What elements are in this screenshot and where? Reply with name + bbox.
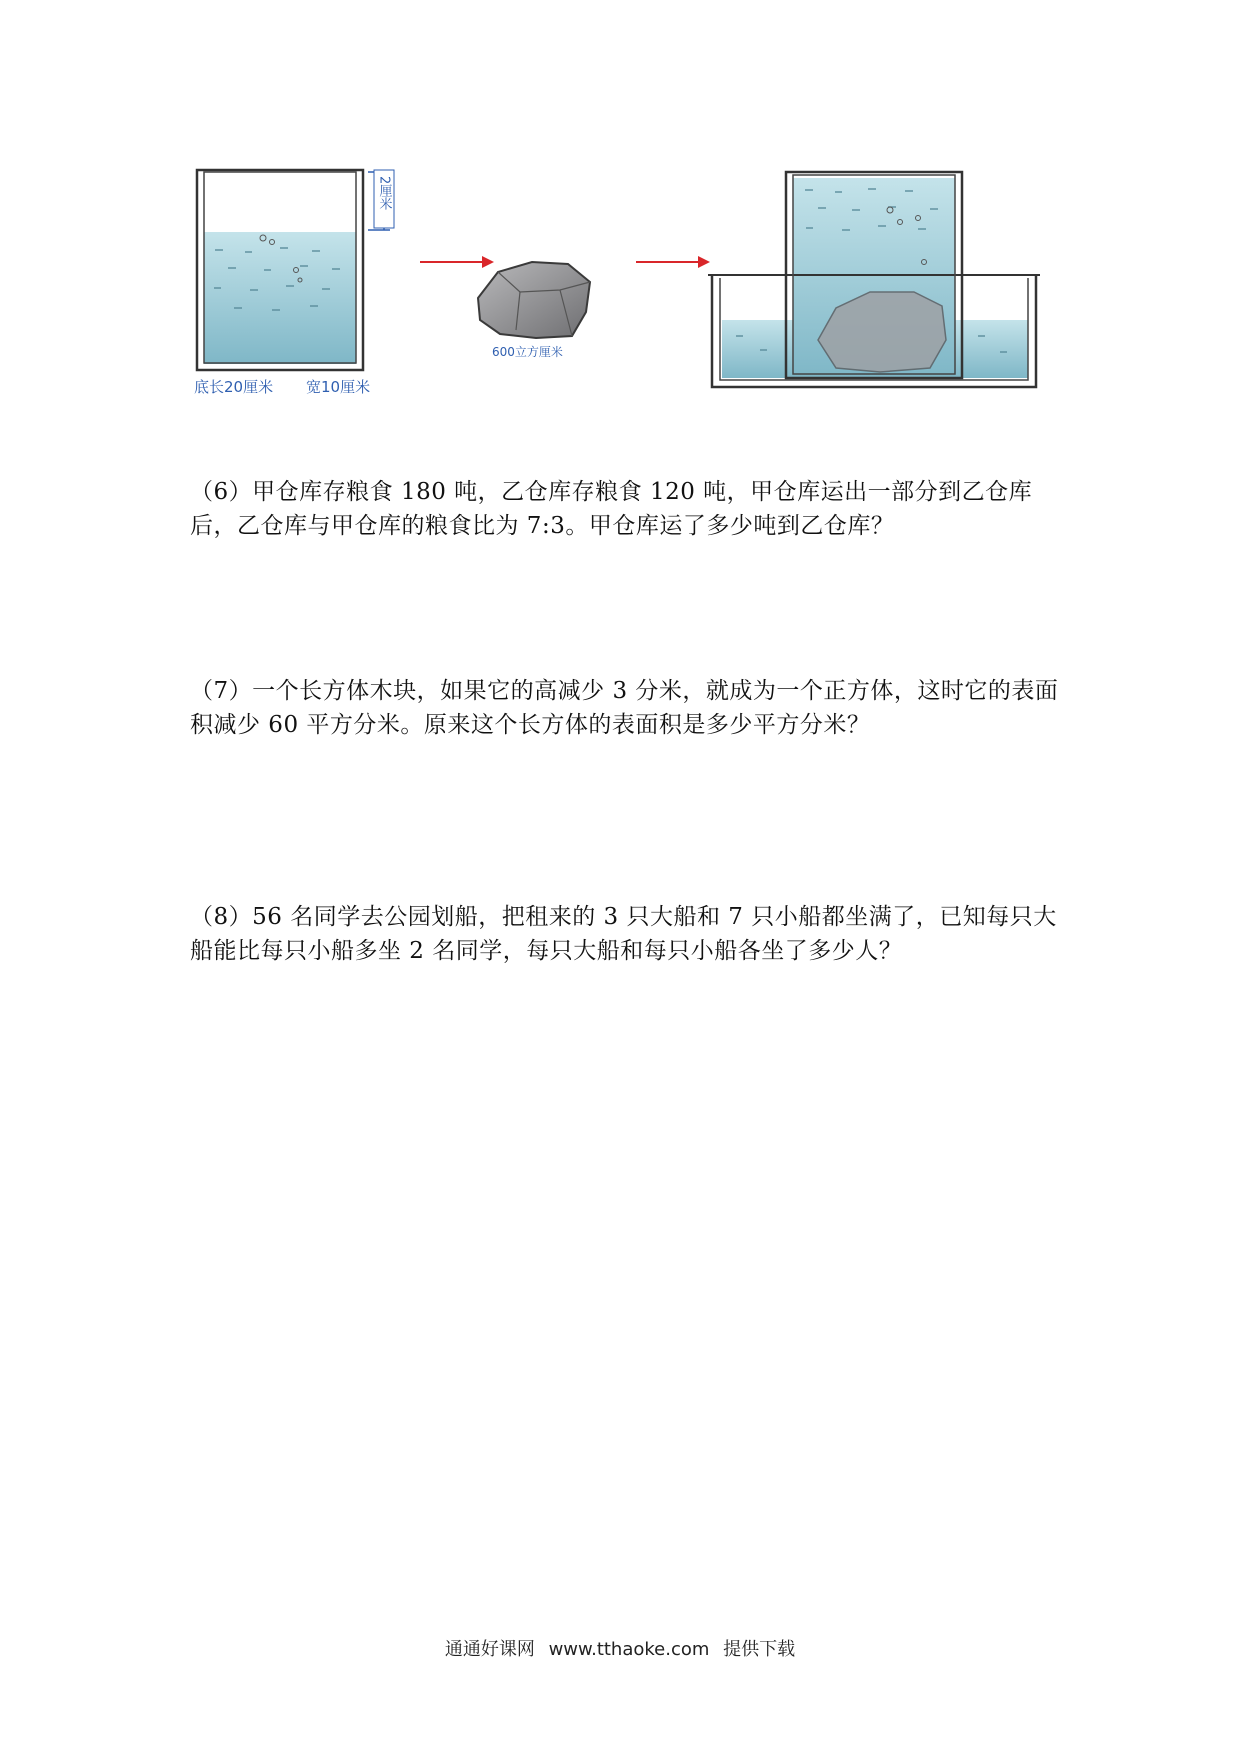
footer-url[interactable]: www.tthaoke.com (548, 1639, 710, 1660)
stone-volume-label: 600立方厘米 (492, 345, 563, 359)
volume-illustration (0, 0, 1240, 420)
page-footer (0, 1635, 1240, 1661)
footer-suffix: 提供下载 (723, 1639, 796, 1660)
problem-8: （8）56 名同学去公园划船，把租来的 3 只大船和 7 只小船都坐满了，已知每只大船能比每只小船多坐 2 名同学，每只大船和每只小船各坐了多少人？ (190, 904, 1057, 964)
footer-site-name: 通通好课网 (444, 1639, 535, 1660)
tank-width-label: 宽10厘米 (306, 378, 371, 396)
tank-base-label: 底长20厘米 (194, 378, 274, 396)
height-gap-label: 2厘米 (376, 176, 392, 211)
tank-before (194, 170, 394, 396)
arrow-right-icon (636, 256, 710, 268)
arrow-right-icon (420, 256, 494, 268)
tank-after (708, 172, 1040, 387)
problem-6: （6）甲仓库存粮食 180 吨，乙仓库存粮食 120 吨，甲仓库运出一部分到乙仓库后，乙仓库与甲仓库的粮食比为 7:3。甲仓库运了多少吨到乙仓库？ (190, 479, 1033, 539)
problem-7: （7）一个长方体木块，如果它的高减少 3 分米，就成为一个正方体，这时它的表面积减少 60 平方分米。原来这个长方体的表面积是多少平方分米？ (190, 678, 1059, 738)
stone-icon (478, 262, 590, 359)
